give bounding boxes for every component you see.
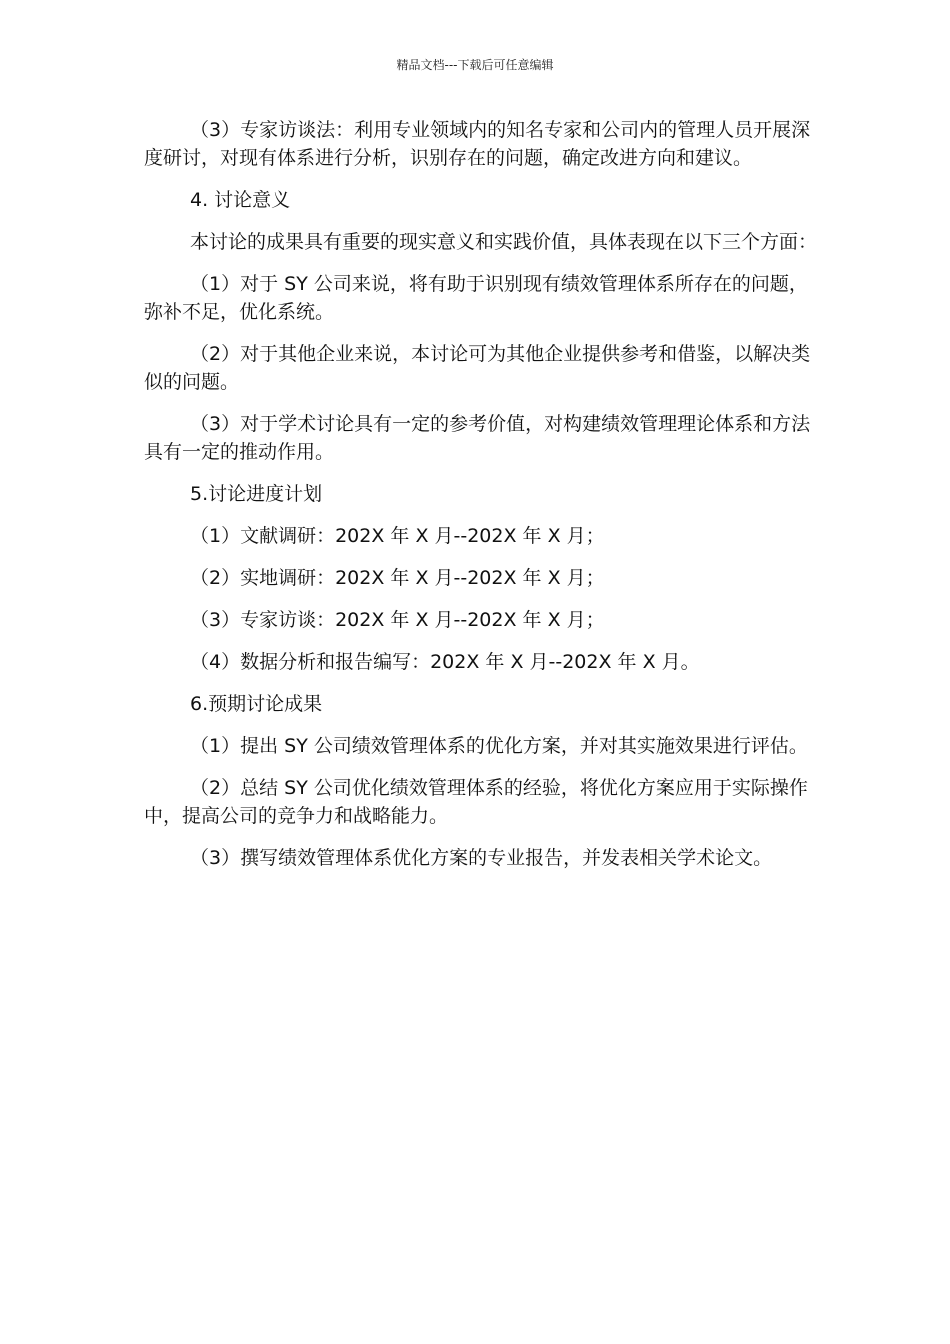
- expected-result-item-2: （2）总结 SY 公司优化绩效管理体系的经验，将优化方案应用于实际操作中，提高公司的竞争力和战略能力。: [144, 777, 808, 827]
- document-body: [144, 116, 820, 886]
- expected-result-item-3: （3）撰写绩效管理体系优化方案的专业报告，并发表相关学术论文。: [190, 847, 773, 869]
- paragraph-significance-item-3: （3）对于学术讨论具有一定的参考价值，对构建绩效管理理论体系和方法具有一定的推动作用。: [144, 413, 811, 463]
- section-heading-schedule: 5.讨论进度计划: [190, 483, 323, 505]
- paragraph-significance-item-1: （1）对于 SY 公司来说，将有助于识别现有绩效管理体系所存在的问题，弥补不足，优化系统。: [144, 273, 808, 323]
- schedule-item-4: （4）数据分析和报告编写：202X 年 X 月--202X 年 X 月。: [190, 651, 700, 673]
- paragraph-expert-interview-method: （3）专家访谈法：利用专业领域内的知名专家和公司内的管理人员开展深度研讨，对现有体系进行分析，识别存在的问题，确定改进方向和建议。: [144, 119, 811, 169]
- section-heading-expected-results: 6.预期讨论成果: [190, 693, 323, 715]
- schedule-item-1: （1）文献调研：202X 年 X 月--202X 年 X 月；: [190, 525, 605, 547]
- paragraph-significance-intro: 本讨论的成果具有重要的现实意义和实践价值，具体表现在以下三个方面：: [190, 231, 818, 253]
- schedule-item-3: （3）专家访谈：202X 年 X 月--202X 年 X 月；: [190, 609, 605, 631]
- page-header: 精品文档---下载后可任意编辑: [396, 58, 554, 72]
- section-heading-significance: 4. 讨论意义: [190, 189, 291, 211]
- expected-result-item-1: （1）提出 SY 公司绩效管理体系的优化方案，并对其实施效果进行评估。: [190, 735, 808, 757]
- schedule-item-2: （2）实地调研：202X 年 X 月--202X 年 X 月；: [190, 567, 605, 589]
- paragraph-significance-item-2: （2）对于其他企业来说，本讨论可为其他企业提供参考和借鉴，以解决类似的问题。: [144, 343, 811, 393]
